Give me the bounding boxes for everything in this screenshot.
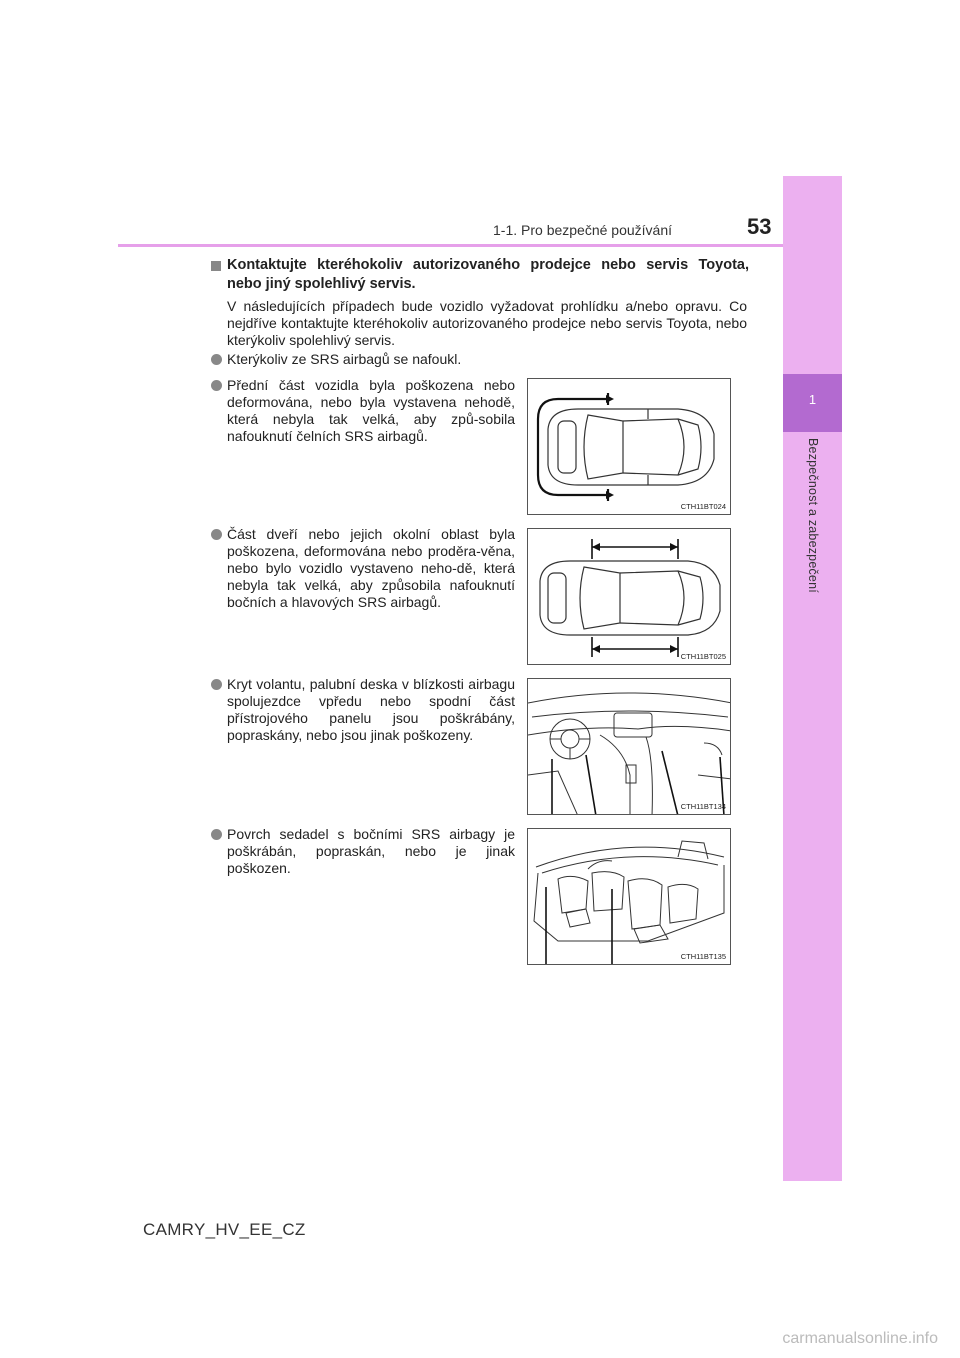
list-item-text: Povrch sedadel s bočními SRS airbagy je poškrábán, popraskán, nebo je jinak poškozen. (227, 826, 515, 876)
list-item (211, 351, 731, 368)
list-item-text: Přední část vozidla byla poškozena nebo deformována, nebo byla vystavena nehodě, která nebyla tak velká, aby způ-sobila nafouknutí čelních SRS airbagů. (227, 377, 515, 444)
bullet-dot-icon (211, 829, 222, 840)
figure-caption: CTH11BT024 (680, 502, 726, 511)
page-number: 53 (747, 214, 772, 239)
list-item (211, 826, 515, 877)
bullet-dot-icon (211, 354, 222, 365)
seats-illustration (528, 829, 731, 965)
figure-side-damage (527, 528, 731, 665)
list-item-text: Část dveří nebo jejich okolní oblast byla poškozena, deformována nebo proděra-věna, nebo bylo vozidlo vystaveno neho-dě, která nebyla tak velká, aby způsobila nafouknutí bočních a hlavových SRS airbagů. (227, 526, 515, 610)
figure-front-damage (527, 378, 731, 515)
bullet-dot-icon (211, 529, 222, 540)
list-item (211, 676, 515, 744)
figure-dashboard (527, 678, 731, 815)
chapter-number: 1 (808, 392, 817, 407)
section-title: 1-1. Pro bezpečné používání (493, 222, 673, 238)
header-rule (118, 244, 783, 247)
list-item-text: Kterýkoliv ze SRS airbagů se nafoukl. (227, 351, 462, 367)
section-heading (211, 256, 749, 294)
square-bullet-icon (211, 261, 221, 271)
intro-paragraph: V následujících případech bude vozidlo vyžadovat prohlídku a/nebo opravu. Co nejdříve kontaktujte kteréhokoliv autorizovaného prodejce nebo servis Toyota, nebo kterýkoliv spolehlivý servis. (227, 298, 747, 348)
bullet-dot-icon (211, 380, 222, 391)
car-top-view-illustration (528, 529, 731, 665)
watermark: carmanualsonline.info (782, 1330, 938, 1347)
list-item-text: Kryt volantu, palubní deska v blízkosti airbagu spolujezdce vpředu nebo spodní část přístrojového panelu jsou poškrábány, popraskány, nebo jsou jinak poškozeny. (227, 676, 515, 743)
chapter-side-tab (783, 176, 842, 1181)
list-item (211, 526, 515, 611)
car-top-view-illustration (528, 379, 731, 515)
dashboard-illustration (528, 679, 731, 815)
figure-caption: CTH11BT134 (680, 802, 726, 811)
list-item (211, 377, 515, 445)
figure-caption: CTH11BT025 (680, 652, 726, 661)
figure-caption: CTH11BT135 (680, 952, 726, 961)
footer-model-code: CAMRY_HV_EE_CZ (143, 1220, 306, 1239)
figure-seats (527, 828, 731, 965)
heading-text: Kontaktujte kteréhokoliv autorizovaného prodejce nebo servis Toyota, nebo jiný spolehlivý servis. (227, 257, 749, 292)
chapter-label: Bezpečnost a zabezpečení (806, 438, 820, 593)
bullet-dot-icon (211, 679, 222, 690)
